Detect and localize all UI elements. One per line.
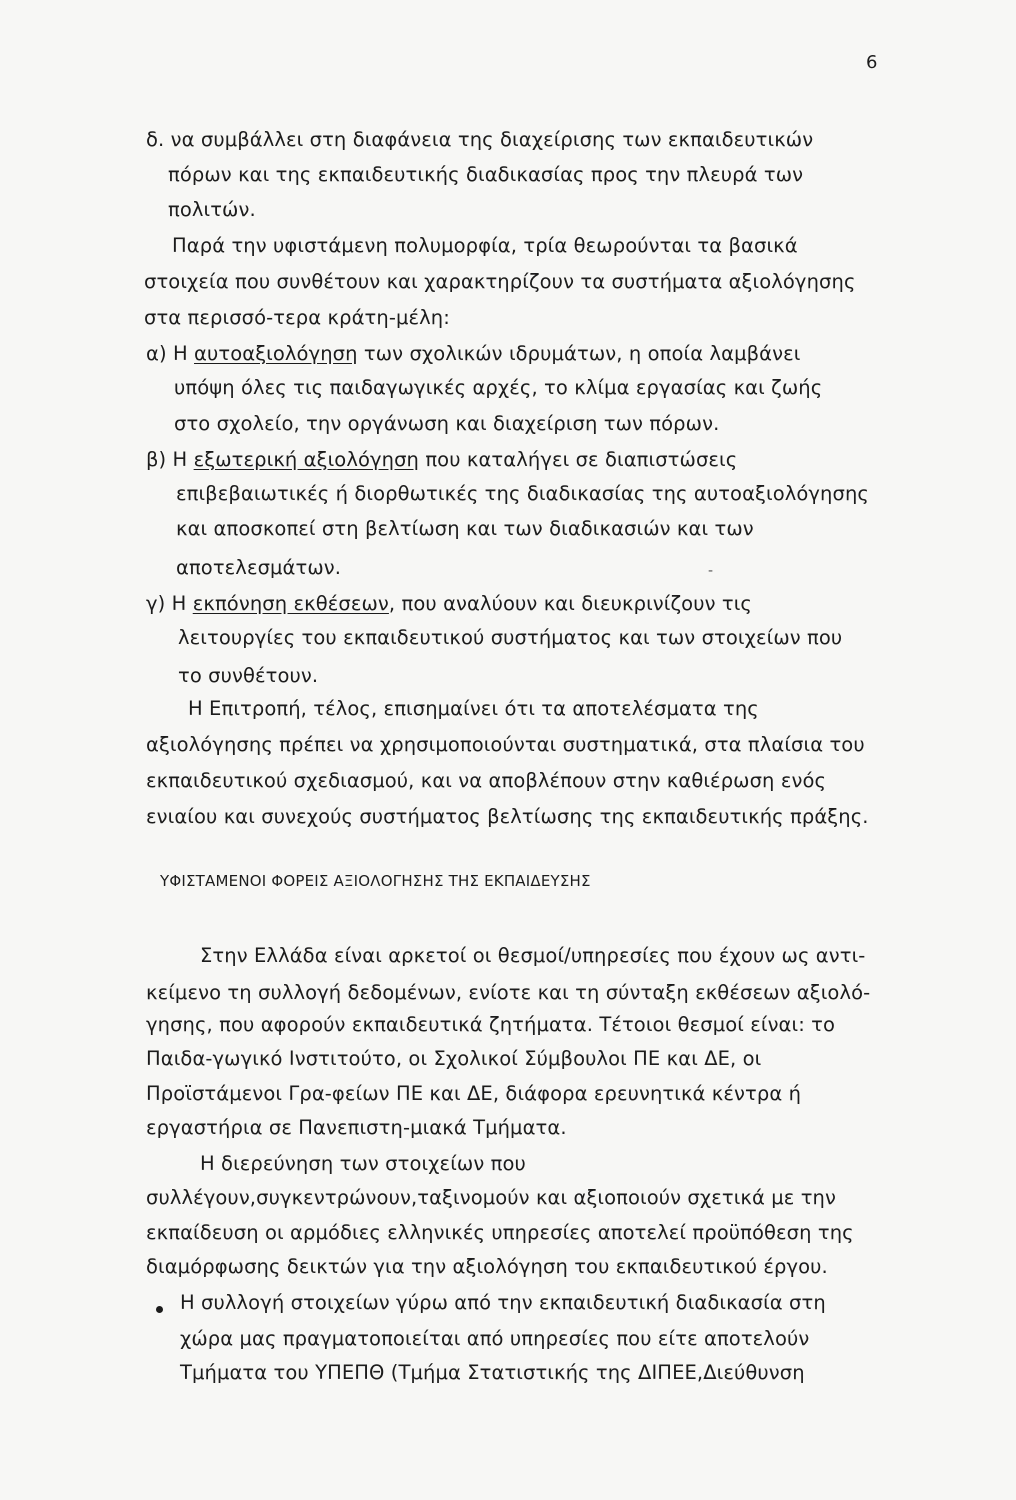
section-heading: ΥΦΙΣΤΑΜΕΝΟΙ ΦΟΡΕΙΣ ΑΞΙΟΛΟΓΗΣΗΣ ΤΗΣ ΕΚΠΑΙΔΕΥΣΗΣ	[160, 872, 591, 890]
list-item-b	[146, 448, 737, 471]
item-b-prefix: β) Η	[146, 448, 194, 471]
research-line: διαμόρφωσης δεικτών για την αξιολόγηση του εκπαιδευτικού έργου.	[146, 1255, 828, 1278]
item-a-line: υπόψη όλες τις παιδαγωγικές αρχές, το κλίμα εργασίας και ζωής	[174, 376, 823, 399]
list-item-c	[146, 592, 752, 615]
item-a-line: στο σχολείο, την οργάνωση και διαχείριση των πόρων.	[174, 412, 720, 435]
item-a-prefix: α) Η	[146, 342, 195, 365]
item-b-term: εξωτερική αξιολόγηση	[193, 448, 420, 471]
greece-line: Στην Ελλάδα είναι αρκετοί οι θεσμοί/υπηρεσίες που έχουν ως αντι-	[200, 944, 866, 967]
research-line: Η διερεύνηση των στοιχείων που	[200, 1152, 526, 1175]
committee-line: εκπαιδευτικού σχεδιασμού, και να αποβλέπουν στην καθιέρωση ενός	[146, 769, 827, 792]
stray-mark: ‐	[708, 563, 714, 579]
intro-line: στοιχεία που συνθέτουν και χαρακτηρίζουν τα συστήματα αξιολόγησης	[144, 270, 856, 293]
greece-line: Παιδα-γωγικό Ινστιτούτο, οι Σχολικοί Σύμβουλοι ΠΕ και ΔΕ, οι	[146, 1047, 762, 1070]
greece-line: εργαστήρια σε Πανεπιστη-μιακά Τμήματα.	[146, 1116, 567, 1139]
intro-line: στα περισσό-τερα κράτη-μέλη:	[144, 306, 450, 329]
item-c-line: το συνθέτουν.	[178, 664, 319, 687]
bullet-line: χώρα μας πραγματοποιείται από υπηρεσίες που είτε αποτελούν	[180, 1327, 810, 1350]
bullet-line: Η συλλογή στοιχείων γύρω από την εκπαιδευτική διαδικασία στη	[180, 1291, 826, 1314]
item-b-line: επιβεβαιωτικές ή διορθωτικές της διαδικασίας της αυτοαξιολόγησης	[176, 482, 869, 505]
item-c-term: εκπόνηση εκθέσεων	[192, 592, 389, 615]
committee-line: Η Επιτροπή, τέλος, επισημαίνει ότι τα αποτελέσματα της	[188, 697, 759, 720]
page-number: 6	[866, 52, 878, 73]
research-line: εκπαίδευση οι αρμόδιες ελληνικές υπηρεσίες αποτελεί προϋπόθεση της	[146, 1221, 854, 1244]
bullet-line: Τμήματα του ΥΠΕΠΘ (Τμήμα Στατιστικής της ΔΙΠΕΕ,Διεύθυνση	[180, 1361, 805, 1384]
item-b-rest: που καταλήγει σε διαπιστώσεις	[419, 448, 738, 471]
greece-line: κείμενο τη συλλογή δεδομένων, ενίοτε και τη σύνταξη εκθέσεων αξιολό-	[146, 981, 871, 1004]
item-a-term: αυτοαξιολόγηση	[194, 342, 358, 365]
intro-line: πολιτών.	[168, 198, 256, 221]
item-b-line: αποτελεσμάτων.	[176, 556, 342, 579]
item-c-rest: , που αναλύουν και διευκρινίζουν τις	[388, 592, 752, 615]
greece-line: Προϊστάμενοι Γρα-φείων ΠΕ και ΔΕ, διάφορα ερευνητικά κέντρα ή	[146, 1082, 802, 1105]
intro-line: Παρά την υφιστάμενη πολυμορφία, τρία θεωρούνται τα βασικά	[172, 234, 798, 257]
item-c-line: λειτουργίες του εκπαιδευτικού συστήματος και των στοιχείων που	[178, 626, 843, 649]
item-b-line: και αποσκοπεί στη βελτίωση και των διαδικασιών και των	[176, 517, 754, 540]
intro-line: πόρων και της εκπαιδευτικής διαδικασίας προς την πλευρά των	[168, 163, 804, 186]
bullet-dot	[156, 1306, 163, 1313]
intro-line: δ. να συμβάλλει στη διαφάνεια της διαχείρισης των εκπαιδευτικών	[146, 128, 814, 151]
committee-line: ενιαίου και συνεχούς συστήματος βελτίωσης της εκπαιδευτικής πράξης.	[146, 805, 869, 828]
research-line: συλλέγουν,συγκεντρώνουν,ταξινομούν και αξιοποιούν σχετικά με την	[146, 1186, 837, 1209]
greece-line: γησης, που αφορούν εκπαιδευτικά ζητήματα. Τέτοιοι θεσμοί είναι: το	[146, 1013, 836, 1036]
list-item-a	[146, 342, 800, 365]
committee-line: αξιολόγησης πρέπει να χρησιμοποιούνται συστηματικά, στα πλαίσια του	[146, 733, 865, 756]
item-c-prefix: γ) Η	[146, 592, 193, 615]
item-a-rest: των σχολικών ιδρυμάτων, η οποία λαμβάνει	[357, 342, 801, 365]
